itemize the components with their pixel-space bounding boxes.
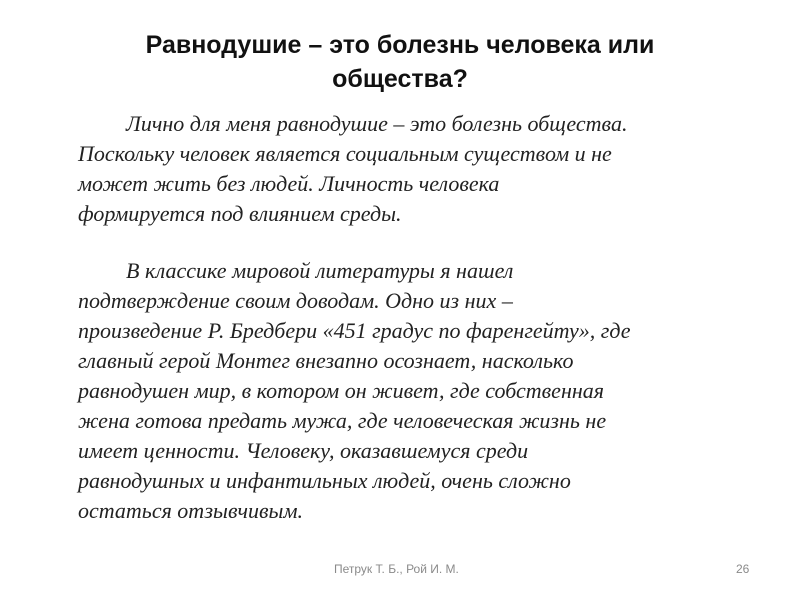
text-line: подтверждение своим доводам. Одно из них – [78,288,513,313]
text-line: остаться отзывчивым. [78,498,303,523]
paragraph-literature-example [78,256,758,526]
footer-authors: Петрук Т. Б., Рой И. М. [334,562,459,576]
text-line: формируется под влиянием среды. [78,201,402,226]
text-line: произведение Р. Бредбери «451 градус по фаренгейту», где [78,318,631,343]
text-line: главный герой Монтег внезапно осознает, насколько [78,348,574,373]
text-line: Поскольку человек является социальным существом и не [78,141,612,166]
text-line: Лично для меня равнодушие – это болезнь общества. [126,111,628,136]
page-number: 26 [736,562,750,576]
title-line: Равнодушие – это болезнь человека или [145,31,655,59]
text-line: равнодушен мир, в котором он живет, где собственная [78,378,605,403]
paragraph-opinion [78,109,758,229]
text-line: имеет ценности. Человеку, оказавшемуся среди [78,438,529,463]
text-line: В классике мировой литературы я нашел [126,258,514,283]
slide-title [60,28,740,96]
text-line: равнодушных и инфантильных людей, очень сложно [78,468,571,493]
text-line: может жить без людей. Личность человека [78,171,500,196]
text-line: жена готова предать мужа, где человеческая жизнь не [78,408,607,433]
title-line: общества? [332,65,468,93]
